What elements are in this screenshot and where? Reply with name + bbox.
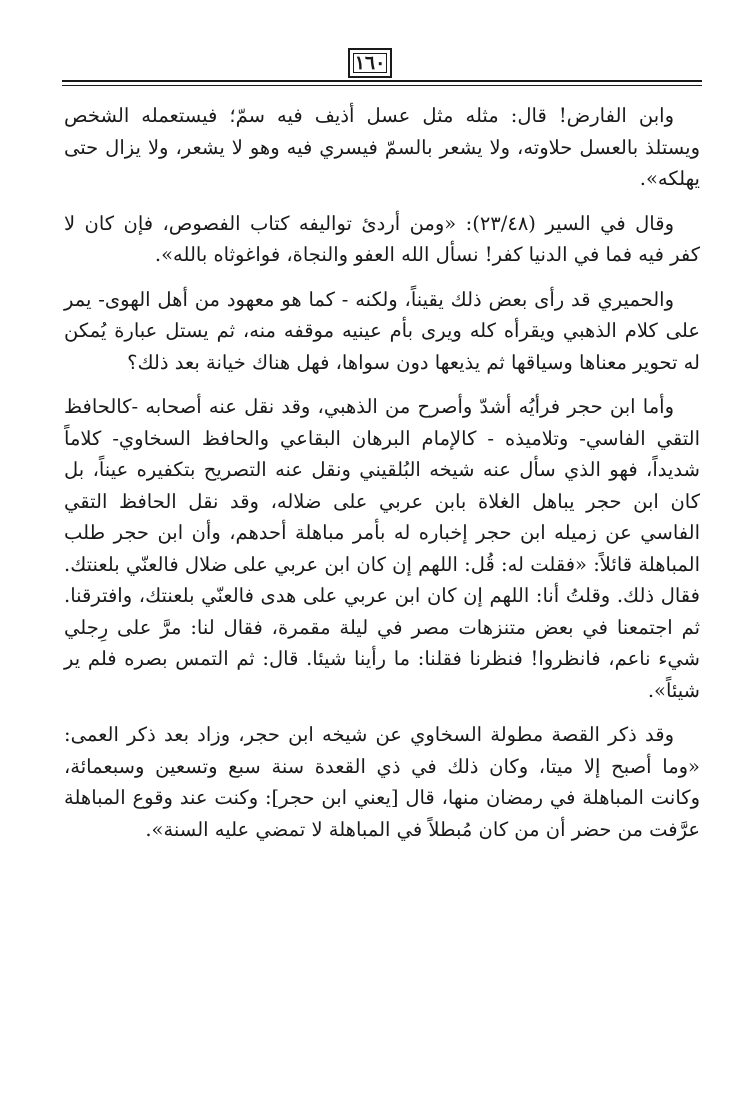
page-header xyxy=(62,48,702,92)
header-rule-thick xyxy=(62,80,702,82)
paragraph: والحميري قد رأى بعض ذلك يقيناً، ولكنه - كما هو معهود من أهل الهوى- يمر على كلام الذهبي ويقرأه كله ويرى بأم عينيه موقفه منه، ثم يستل عبارة يُمكن له تحوير معناها وسياقها ثم يذيعها دون سواها، فهل هناك خيانة بعد ذلك؟ xyxy=(64,287,700,374)
header-rule-thin xyxy=(62,85,702,86)
paragraph: وابن الفارض! قال: مثله مثل عسل أذيف فيه سمّ؛ فيستعمله الشخص ويستلذ بالعسل حلاوته، ولا يشعر بالسمّ فيسري فيه وهو لا يشعر، ولا يزال حتى يهلكه». xyxy=(64,104,700,190)
page-number-frame xyxy=(348,48,392,78)
page-number: ١٦٠ xyxy=(354,51,386,74)
paragraph: وقال في السير (٢٣/٤٨): «ومن أردئ تواليفه كتاب الفصوص، فإن كان لا كفر فيه فما في الدنيا كفر! نسأل الله العفو والنجاة، فواغوثاه بالله». xyxy=(64,211,700,266)
paragraph: وقد ذكر القصة مطولة السخاوي عن شيخه ابن حجر، وزاد بعد ذكر العمى: «وما أصبح إلا ميتا، وكان ذلك في ذي القعدة سنة سبع وتسعين وسبعمائة، وكانت المباهلة في رمضان منها، قال [يعني ابن حجر]: وكنت عند وقوع المباهلة عرَّفت من حضر أن من كان مُبطلاً في المباهلة لا تمضي عليه السنة». xyxy=(64,723,700,841)
paragraph: وأما ابن حجر فرأيُه أشدّ وأصرح من الذهبي، وقد نقل عنه أصحابه -كالحافظ التقي الفاسي- وتلاميذه - كالإمام البرهان البقاعي والحافظ السخاوي- كلاماً شديداً، فهو الذي سأل عنه شيخه البُلقيني ونقل عنه التصريح بتكفيره عيناً، بل كان ابن حجر يباهل الغلاة بابن عربي على ضلاله، وقد نقل الحافظ التقي الفاسي عن زميله ابن حجر إخباره له بأمر مباهلة أحدهم، وأن ابن حجر طلب المباهلة قائلاً: «فقلت له: قُل: اللهم إن كان ابن عربي على ضلال فالعنّي بلعنتك. فقال ذلك. وقلتُ أنا: اللهم إن كان ابن عربي على هدى فالعنّي بلعنتك، وافترقنا. ثم اجتمعنا في بعض متنزهات مصر في ليلة مقمرة، فقال لنا: مرَّ على رِجلي شيء ناعم، فانظروا! فنظرنا فقلنا: ما رأينا شيئا. قال: ثم التمس بصره فلم ير شيئاً». xyxy=(64,395,700,702)
body-text xyxy=(64,100,700,845)
